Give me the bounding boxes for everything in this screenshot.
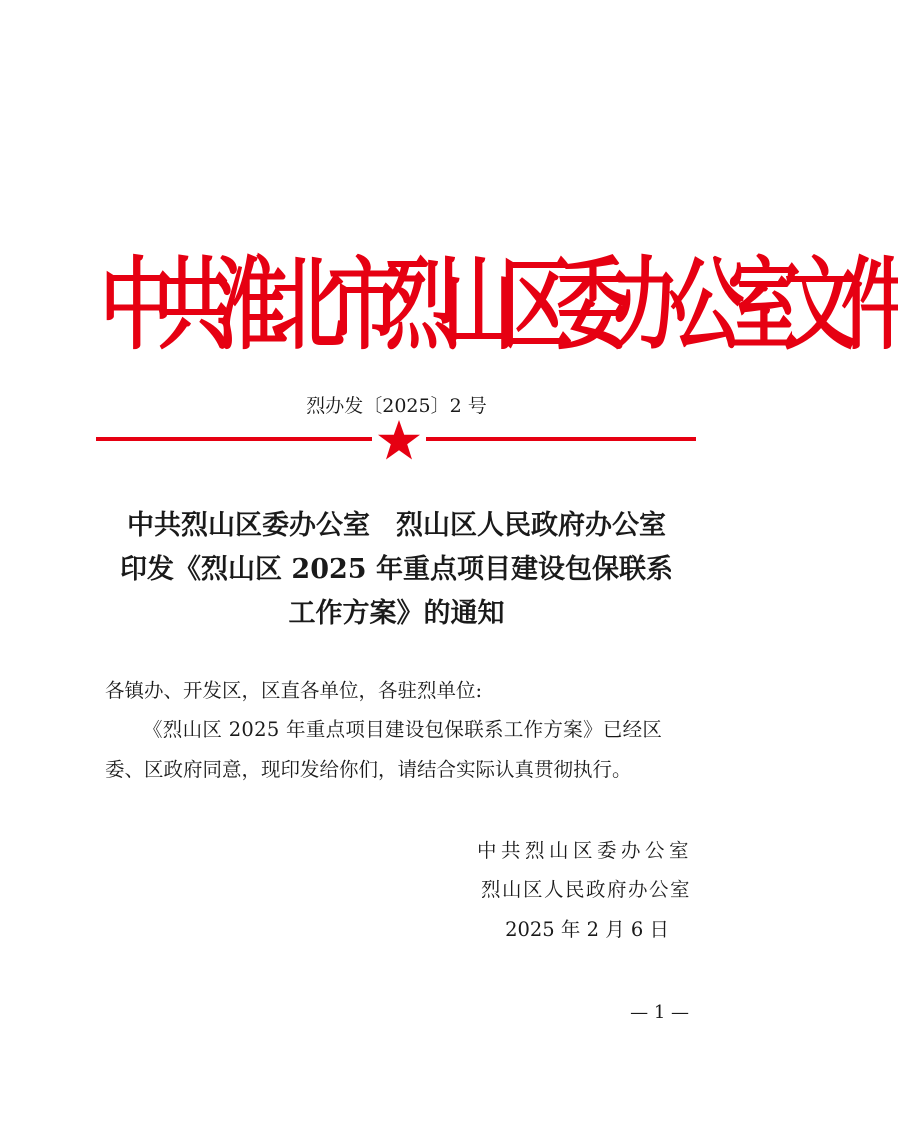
issuer-party-office: 中共烈山区委办公室 (127, 510, 370, 541)
notice-title-line-1 (60, 504, 733, 548)
document-number: 烈办发〔2025〕2 号 (306, 395, 487, 417)
signature-government-office: 烈山区人民政府办公室 (480, 878, 691, 901)
red-rule-right (426, 437, 696, 441)
body-paragraph-line-1: 《烈山区 2025 年重点项目建设包保联系工作方案》已经区 (143, 718, 663, 741)
issuer-government-office: 烈山区人民政府办公室 (396, 510, 666, 541)
signature-party-office: 中共烈山区委办公室 (476, 839, 693, 862)
document-masthead: 中共淮北市烈山区委办公室文件 (100, 247, 898, 364)
body-paragraph-line-2: 委、区政府同意，现印发给你们，请结合实际认真贯彻执行。 (105, 758, 632, 781)
salutation: 各镇办、开发区，区直各单位，各驻烈单位: (105, 679, 483, 702)
page-number: — 1 — (630, 1002, 689, 1023)
notice-title-line-2: 印发《烈山区 2025 年重点项目建设包保联系 (120, 554, 673, 585)
issue-date: 2025 年 2 月 6 日 (505, 918, 669, 941)
star-icon (377, 418, 421, 462)
notice-title-line-3: 工作方案》的通知 (288, 598, 505, 629)
red-rule-left (96, 437, 372, 441)
